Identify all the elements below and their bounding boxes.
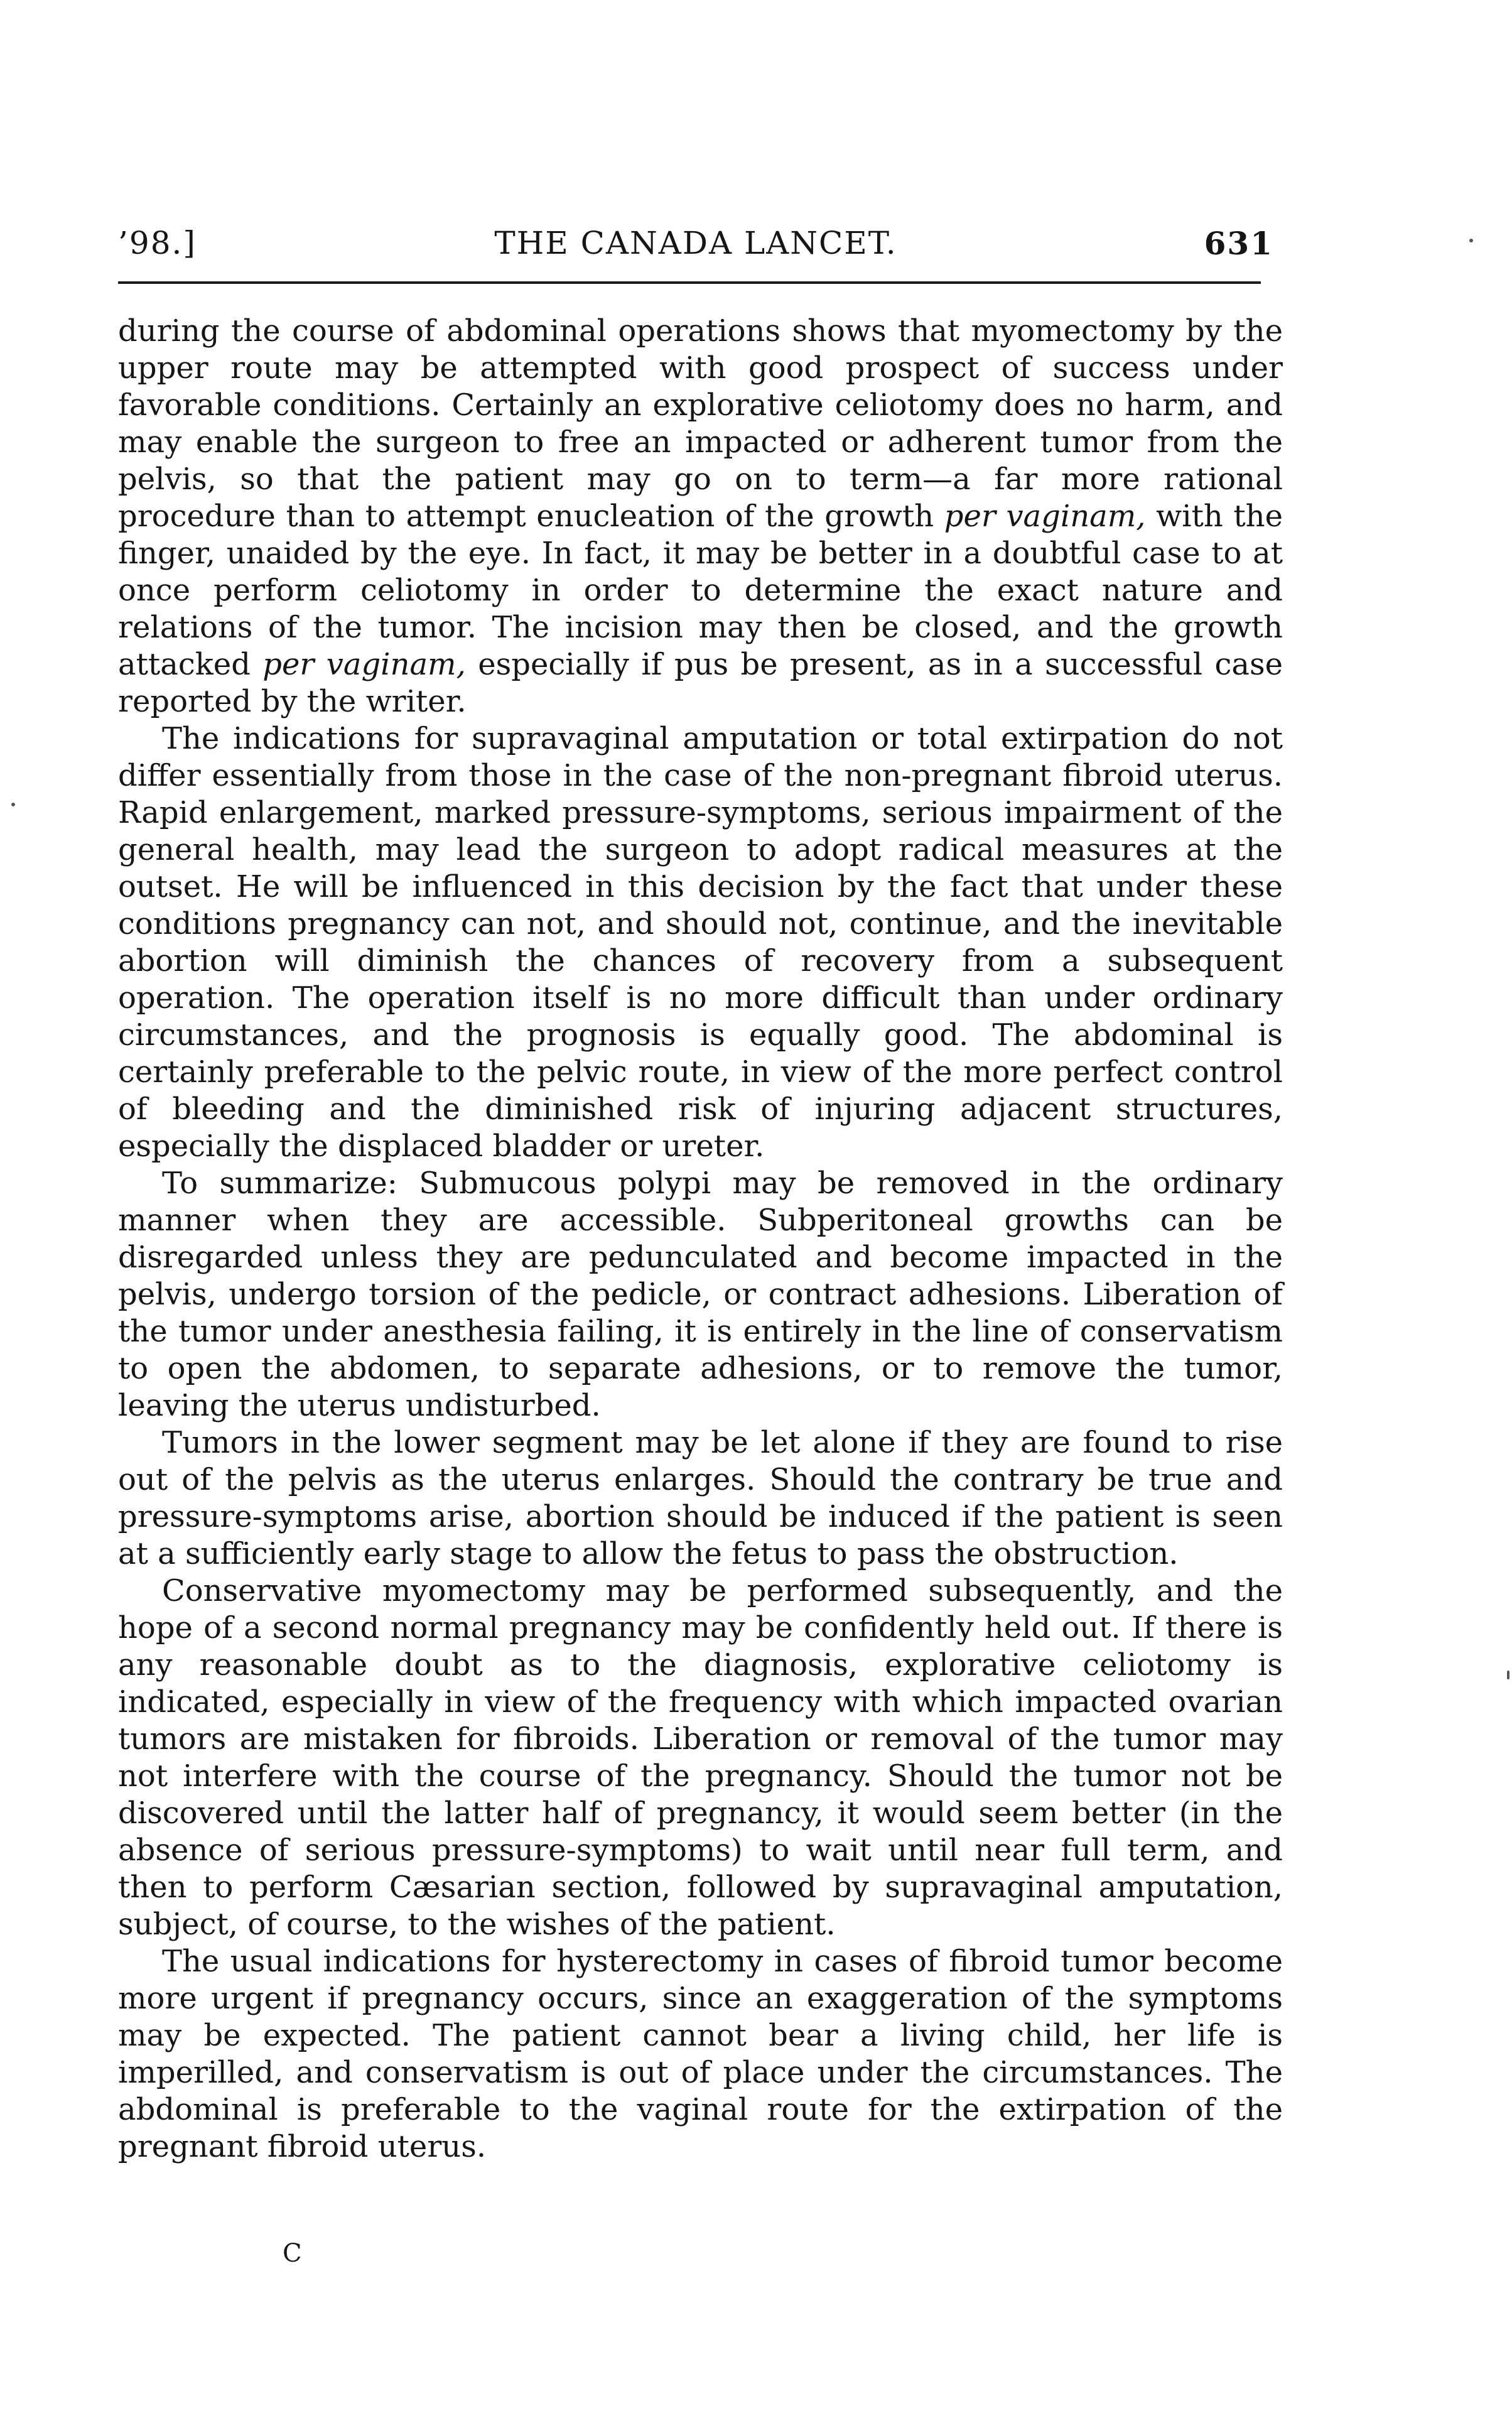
scan-speck bbox=[11, 803, 15, 806]
running-header bbox=[118, 225, 1273, 270]
scan-speck bbox=[1507, 1671, 1509, 1679]
signature-mark: C bbox=[283, 2239, 302, 2268]
paragraph-indications: The indications for supravaginal amputation or total extirpation do not differ essentially from those in the case of the non-pregnant fibroid uterus. Rapid enlargement, marked pressure-symptoms, serious impairment of the general health, may lead the surgeon to adopt radical measures at the outset. He will be influenced in this decision by the fact that under these conditions pregnancy can not, and should not, continue, and the inevitable abortion will diminish the chances of recovery from a subsequent operation. The operation itself is no more difficult than under ordinary circumstances, and the prognosis is equally good. The abdominal is certainly preferable to the pelvic route, in view of the more perfect control of bleeding and the diminished risk of injuring adjacent structures, especially the displaced bladder or ureter. bbox=[118, 721, 1283, 1164]
paragraph-text: with the finger, unaided by the eye. In fact, it may be better in a doubtful case to at once perform celiotomy in order to determine the exact nature and relations of the tumor. The incision may then be closed, and the growth attacked bbox=[118, 499, 1283, 682]
article-body bbox=[118, 313, 1283, 2165]
paragraph-continuation bbox=[118, 313, 1283, 720]
journal-title: THE CANADA LANCET. bbox=[494, 225, 897, 261]
paragraph-summary: To summarize: Submucous polypi may be removed in the ordinary manner when they are accessible. Subperitoneal growths can be disregarded unless they are pedunculated and become impacted in the pelvis, undergo torsion of the pedicle, or contract adhesions. Liberation of the tumor under anesthesia failing, it is entirely in the line of conservatism to open the abdomen, to separate adhesions, or to remove the tumor, leaving the uterus undisturbed. bbox=[118, 1166, 1283, 1423]
header-rule bbox=[118, 281, 1261, 284]
volume-label: ’98.] bbox=[118, 225, 197, 261]
scan-speck bbox=[1469, 239, 1473, 242]
latin-phrase: per vaginam, bbox=[944, 499, 1146, 534]
paragraph-text: especially if pus be present, as in a successful case reported by the writer. bbox=[118, 647, 1283, 719]
page-number: 631 bbox=[1204, 225, 1273, 262]
paragraph-conservative-myomectomy: Conservative myomectomy may be performed subsequently, and the hope of a second normal pregnancy may be confidently held out. If there is any reasonable doubt as to the diagnosis, explorative celiotomy is indicated, especially in view of the frequency with which impacted ovarian tumors are mistaken for fibroids. Liberation or removal of the tumor may not interfere with the course of the pregnancy. Should the tumor not be discovered until the latter half of pregnancy, it would seem better (in the absence of serious pressure-symptoms) to wait until near full term, and then to perform Cæsarian section, followed by supravaginal amputation, subject, of course, to the wishes of the patient. bbox=[118, 1573, 1283, 1942]
paragraph-text: during the course of abdominal operations shows that myomectomy by the upper route may be attempted with good prospect of success under favorable conditions. Certainly an explorative celiotomy does no harm, and may enable the surgeon to free an impacted or adherent tumor from the pelvis, so that the patient may go on to term—a far more rational procedure than to attempt enucleation of the growth bbox=[118, 313, 1283, 534]
latin-phrase: per vaginam, bbox=[262, 647, 466, 682]
paragraph-hysterectomy: The usual indications for hysterectomy in cases of fibroid tumor become more urgent if pregnancy occurs, since an exaggeration of the symptoms may be expected. The patient cannot bear a living child, her life is imperilled, and conservatism is out of place under the circumstances. The abdominal is preferable to the vaginal route for the extirpation of the pregnant fibroid uterus. bbox=[118, 1944, 1283, 2164]
paragraph-lower-segment: Tumors in the lower segment may be let alone if they are found to rise out of the pelvis as the uterus enlarges. Should the contrary be true and pressure-symptoms arise, abortion should be induced if the patient is seen at a sufficiently early stage to allow the fetus to pass the obstruction. bbox=[118, 1425, 1283, 1571]
